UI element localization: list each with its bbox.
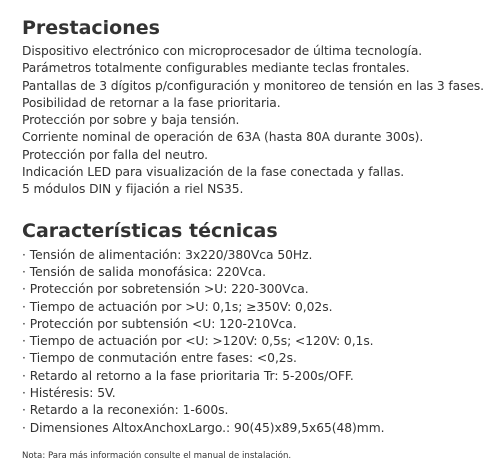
installation-note: Nota: Para más información consulte el manual de instalación. bbox=[22, 450, 292, 461]
list-item: Protección por sobre y baja tensión. bbox=[22, 113, 240, 128]
list-item: Posibilidad de retornar a la fase prioritaria. bbox=[22, 95, 281, 110]
spec-item: · Dimensiones AltoxAnchoxLargo.: 90(45)x89,5x65(48)mm. bbox=[22, 420, 385, 435]
list-item: Pantallas de 3 dígitos p/configuración y monitoreo de tensión en las 3 fases. bbox=[22, 78, 484, 93]
spec-item: · Tensión de salida monofásica: 220Vca. bbox=[22, 264, 266, 279]
spec-item: · Tiempo de conmutación entre fases: <0,2s. bbox=[22, 351, 297, 366]
section-title-prestaciones: Prestaciones bbox=[22, 17, 160, 39]
list-item: 5 módulos DIN y fijación a riel NS35. bbox=[22, 182, 244, 197]
prestaciones-list bbox=[22, 43, 492, 199]
list-item: Parámetros totalmente configurables mediante teclas frontales. bbox=[22, 61, 410, 76]
spec-item: · Retardo a la reconexión: 1-600s. bbox=[22, 403, 229, 418]
spec-item: · Tiempo de actuación por >U: 0,1s; ≥350V: 0,02s. bbox=[22, 299, 333, 314]
section-title-caracteristicas: Características técnicas bbox=[22, 219, 278, 242]
spec-item: · Retardo al retorno a la fase prioritaria Tr: 5-200s/OFF. bbox=[22, 368, 354, 383]
list-item: Corriente nominal de operación de 63A (hasta 80A durante 300s). bbox=[22, 130, 424, 145]
spec-item: · Protección por subtensión <U: 120-210Vca. bbox=[22, 316, 297, 331]
list-item: Dispositivo electrónico con microprocesador de última tecnología. bbox=[22, 44, 423, 58]
spec-item: · Protección por sobretensión >U: 220-300Vca. bbox=[22, 282, 309, 297]
spec-item: · Tensión de alimentación: 3x220/380Vca 50Hz. bbox=[22, 247, 313, 262]
list-item: Protección por falla del neutro. bbox=[22, 147, 208, 162]
spec-item: · Tiempo de actuación por <U: >120V: 0,5s; <120V: 0,1s. bbox=[22, 334, 374, 349]
spec-item: · Histéresis: 5V. bbox=[22, 386, 116, 401]
caracteristicas-list bbox=[22, 247, 492, 437]
list-item: Indicación LED para visualización de la fase conectada y fallas. bbox=[22, 165, 405, 180]
product-spec-document bbox=[22, 16, 492, 462]
